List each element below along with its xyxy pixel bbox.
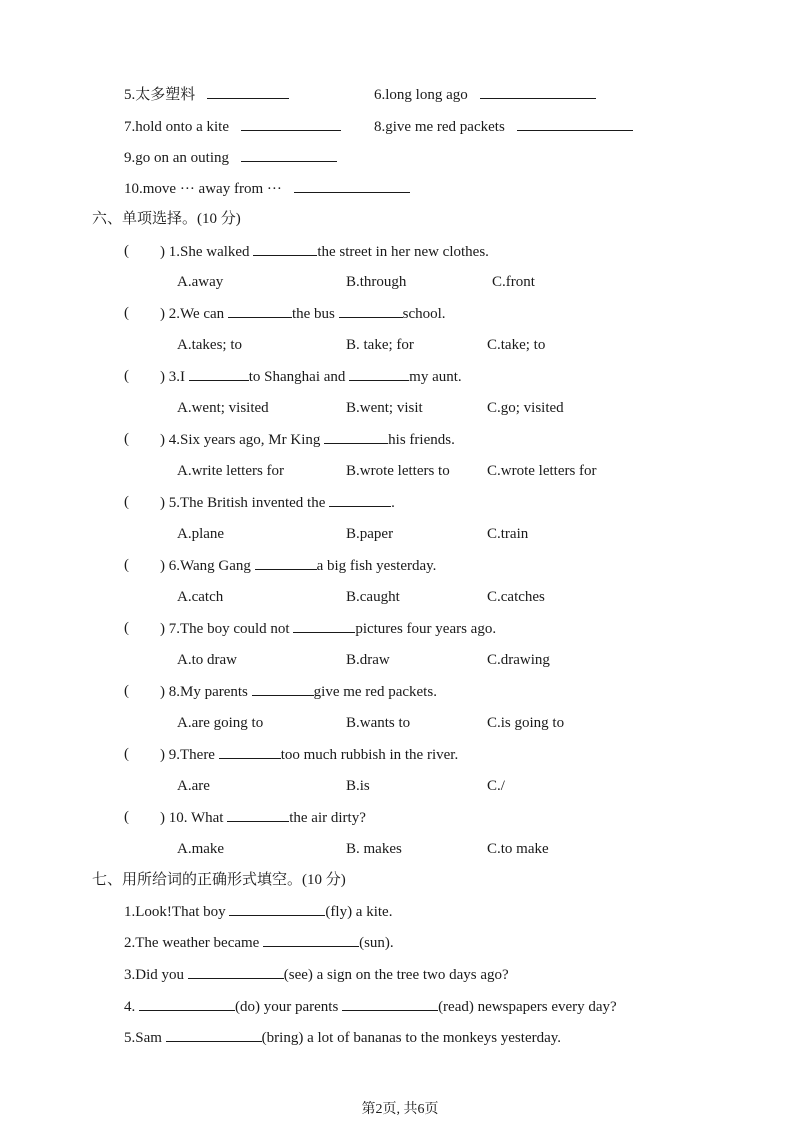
phrase-item-8 — [374, 116, 633, 137]
answer-paren-open[interactable]: ( — [124, 683, 129, 699]
question-stem: ) 2.We can — [160, 306, 228, 322]
answer-paren-open[interactable]: ( — [124, 557, 129, 573]
question-stem-mid: the bus — [291, 306, 339, 322]
option-c[interactable]: C.train — [487, 526, 529, 542]
option-c[interactable]: C.take; to — [487, 337, 546, 353]
answer-blank[interactable] — [241, 116, 341, 131]
answer-blank[interactable] — [349, 366, 409, 381]
option-a[interactable]: A.are going to — [177, 715, 264, 731]
question-stem: ) 7.The boy could not — [160, 621, 294, 637]
answer-blank[interactable] — [255, 555, 317, 570]
fill-stem: 3.Did you — [124, 967, 188, 983]
answer-blank[interactable] — [480, 84, 596, 99]
fill-stem: 4. — [124, 999, 139, 1015]
question-stem: ) 3.I — [160, 369, 189, 385]
answer-blank[interactable] — [219, 744, 281, 759]
question-stem: ) 8.My parents — [160, 684, 252, 700]
option-b[interactable]: B. take; for — [346, 337, 414, 353]
fill-stem-rest: (fly) a kite. — [325, 904, 393, 920]
answer-blank[interactable] — [207, 84, 289, 99]
section-7-heading: 七、用所给词的正确形式填空。(10 分) — [92, 872, 346, 888]
option-a[interactable]: A.plane — [177, 526, 225, 542]
answer-blank[interactable] — [228, 303, 292, 318]
option-a[interactable]: A.write letters for — [177, 463, 285, 479]
answer-blank[interactable] — [294, 178, 410, 193]
fill-stem-rest: (bring) a lot of bananas to the monkeys yesterday. — [261, 1030, 562, 1046]
answer-paren-open[interactable]: ( — [124, 620, 129, 636]
fill-stem-rest: (see) a sign on the tree two days ago? — [283, 967, 509, 983]
phrase-text: 7.hold onto a kite — [124, 119, 229, 135]
answer-blank[interactable] — [342, 996, 438, 1011]
answer-blank[interactable] — [252, 681, 314, 696]
option-b[interactable]: B.is — [346, 778, 370, 794]
question-stem-rest: my aunt. — [409, 369, 462, 385]
question-stem-rest: a big fish yesterday. — [316, 558, 437, 574]
section-6-heading: 六、单项选择。(10 分) — [92, 211, 241, 227]
fill-stem: 2.The weather became — [124, 935, 264, 951]
phrase-item-7 — [124, 116, 341, 137]
answer-blank[interactable] — [227, 807, 289, 822]
question-stem-rest: give me red packets. — [313, 684, 437, 700]
phrase-item-10 — [124, 178, 410, 199]
question-stem: ) 1.She walked — [160, 244, 254, 260]
answer-paren-open[interactable]: ( — [124, 746, 129, 762]
phrase-text: 5.太多塑料 — [124, 87, 196, 103]
option-a[interactable]: A.takes; to — [177, 337, 242, 353]
fill-item-2 — [124, 932, 394, 953]
question-stem-rest: the air dirty? — [289, 810, 366, 826]
option-a[interactable]: A.are — [177, 778, 210, 794]
option-b[interactable]: B.through — [346, 274, 407, 290]
question-stem: ) 10. What — [160, 810, 228, 826]
option-b[interactable]: B.went; visit — [346, 400, 423, 416]
fill-stem-mid: (do) your parents — [235, 999, 343, 1015]
phrase-text: 8.give me red packets — [374, 119, 505, 135]
option-a[interactable]: A.went; visited — [177, 400, 269, 416]
answer-blank[interactable] — [166, 1027, 262, 1042]
fill-stem-rest: (sun). — [359, 935, 394, 951]
question-stem-rest: too much rubbish in the river. — [280, 747, 459, 763]
question-stem-rest: school. — [402, 306, 446, 322]
page-number-footer: 第2页, 共6页 — [361, 1102, 439, 1117]
question-stem-rest: his friends. — [388, 432, 455, 448]
answer-blank[interactable] — [324, 429, 388, 444]
answer-blank[interactable] — [139, 996, 235, 1011]
phrase-text: 10.move ··· away from ··· — [124, 181, 282, 197]
question-stem-rest: the street in her new clothes. — [317, 244, 489, 260]
option-c[interactable]: C.front — [492, 274, 535, 290]
phrase-text: 6.long long ago — [374, 87, 468, 103]
question-stem-mid: to Shanghai and — [248, 369, 350, 385]
option-c[interactable]: C./ — [487, 778, 505, 794]
option-a[interactable]: A.make — [177, 841, 225, 857]
option-b[interactable]: B.wrote letters to — [346, 463, 450, 479]
answer-blank[interactable] — [517, 116, 633, 131]
option-c[interactable]: C.go; visited — [487, 400, 564, 416]
question-stem: ) 4.Six years ago, Mr King — [160, 432, 325, 448]
option-a[interactable]: A.to draw — [177, 652, 237, 668]
answer-paren-open[interactable]: ( — [124, 305, 129, 321]
option-c[interactable]: C.is going to — [487, 715, 565, 731]
answer-blank[interactable] — [188, 964, 284, 979]
option-c[interactable]: C.to make — [487, 841, 549, 857]
fill-stem: 1.Look!That boy — [124, 904, 230, 920]
question-stem: ) 9.There — [160, 747, 219, 763]
option-c[interactable]: C.catches — [487, 589, 545, 605]
phrase-text: 9.go on an outing — [124, 150, 229, 166]
question-stem-rest: . — [391, 495, 395, 511]
phrase-item-9 — [124, 147, 337, 168]
fill-item-3 — [124, 964, 509, 985]
question-stem-rest: pictures four years ago. — [355, 621, 497, 637]
option-a[interactable]: A.catch — [177, 589, 224, 605]
question-stem: ) 6.Wang Gang — [160, 558, 255, 574]
answer-paren-open[interactable]: ( — [124, 368, 129, 384]
answer-blank[interactable] — [329, 492, 391, 507]
answer-blank[interactable] — [263, 932, 359, 947]
answer-paren-open[interactable]: ( — [124, 243, 129, 259]
fill-item-5 — [124, 1027, 561, 1048]
option-c[interactable]: C.drawing — [487, 652, 550, 668]
fill-stem: 5.Sam — [124, 1030, 166, 1046]
answer-blank[interactable] — [241, 147, 337, 162]
option-b[interactable]: B.wants to — [346, 715, 411, 731]
answer-blank[interactable] — [253, 241, 317, 256]
option-b[interactable]: B.paper — [346, 526, 394, 542]
option-b[interactable]: B.draw — [346, 652, 390, 668]
answer-blank[interactable] — [189, 366, 249, 381]
option-b[interactable]: B. makes — [346, 841, 402, 857]
answer-paren-open[interactable]: ( — [124, 494, 129, 510]
answer-paren-open[interactable]: ( — [124, 431, 129, 447]
answer-blank[interactable] — [293, 618, 355, 633]
option-a[interactable]: A.away — [177, 274, 224, 290]
answer-blank[interactable] — [339, 303, 403, 318]
answer-blank[interactable] — [229, 901, 325, 916]
fill-item-4 — [124, 996, 617, 1017]
question-stem: ) 5.The British invented the — [160, 495, 330, 511]
fill-stem-rest: (read) newspapers every day? — [438, 999, 617, 1015]
option-b[interactable]: B.caught — [346, 589, 400, 605]
phrase-item-6 — [374, 84, 596, 105]
fill-item-1 — [124, 901, 392, 922]
option-c[interactable]: C.wrote letters for — [487, 463, 597, 479]
answer-paren-open[interactable]: ( — [124, 809, 129, 825]
phrase-item-5 — [124, 84, 289, 105]
